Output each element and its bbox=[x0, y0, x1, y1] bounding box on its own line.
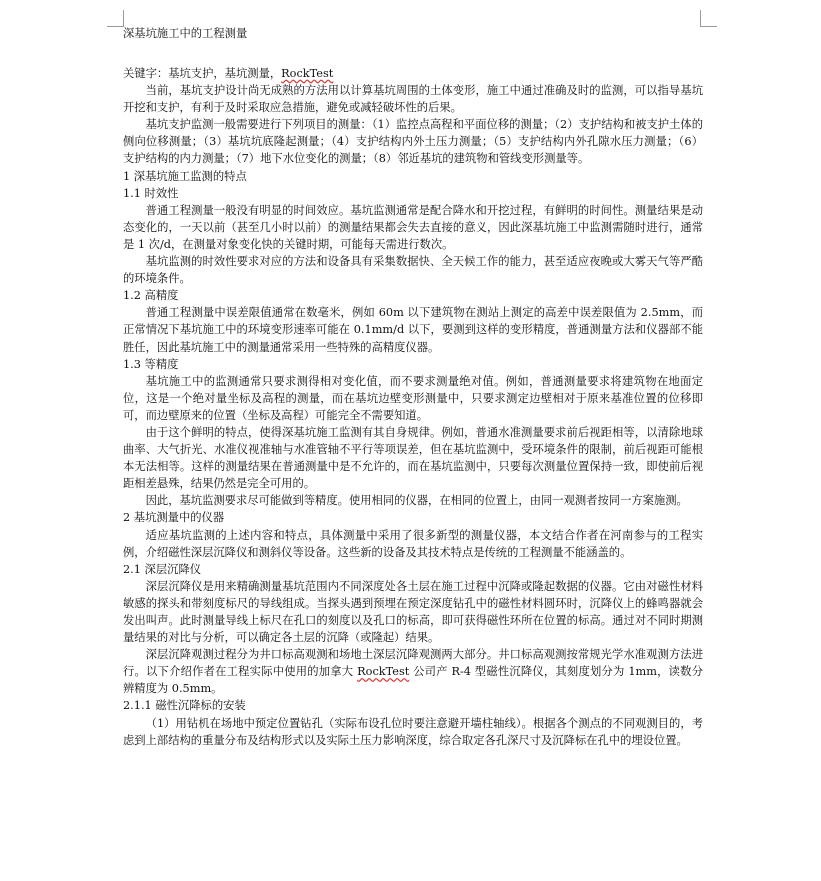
paragraph: 基坑施工中的监测通常只要求测得相对变化值，而不要求测量绝对值。例如，普通测量要求将建筑物在地面定位，这是一个绝对量坐标及高程的测量，而在基坑边壁变形测量中，只要求测定边壁相对于原来基准位置的位移即可，而边壁原来的位置（坐标及高程）可能完全不需要知道。 bbox=[123, 374, 703, 422]
subsection-heading: 1.1 时效性 bbox=[123, 186, 179, 200]
paragraph: 因此，基坑监测要求尽可能做到等精度。使用相同的仪器，在相同的位置上，由同一观测者按同一方案施测。 bbox=[145, 494, 688, 508]
section-heading: 1 深基坑施工监测的特点 bbox=[123, 169, 247, 183]
paragraph-text: 公司产 R-4 型磁性沉降仪，其刻度划分为 1mm，读数分辨精度为 0.5mm。 bbox=[123, 665, 703, 696]
subsection-heading: 1.2 高精度 bbox=[123, 289, 179, 303]
keywords-text: 关键字：基坑支护，基坑测量， bbox=[123, 67, 282, 80]
paragraph: （1）用钻机在场地中预定位置钻孔（实际布设孔位时要注意避开墙柱轴线）。根据各个测点的不同观测目的，考虑到上部结构的重量分布及结构形式以及实际土压力影响深度，综合取定各孔深尺寸及沉降标在孔中的埋设位置。 bbox=[123, 716, 703, 747]
page-corner-mark-left bbox=[107, 10, 124, 27]
paragraph: 普通工程测量中误差限值通常在数毫米，例如 60m 以下建筑物在测站上测定的高差中误差限值为 2.5mm，而正常情况下基坑施工中的环境变形速率可能在 0.1mm/d 以下，要测到这样的变形精度，普通测量方法和仪器部不能胜任，因此基坑施工中的测量通常采用一些特殊的高精度仪器。 bbox=[123, 306, 703, 354]
document-title: 深基坑施工中的工程测量 bbox=[123, 27, 248, 40]
subsection-heading: 1.3 等精度 bbox=[123, 357, 179, 371]
paragraph: 基坑监测的时效性要求对应的方法和设备具有采集数据快、全天候工作的能力，甚至适应夜晚或大雾天气等严酷的环境条件。 bbox=[123, 255, 703, 286]
section-heading: 2 基坑测量中的仪器 bbox=[123, 511, 225, 525]
paragraph: 当前，基坑支护设计尚无成熟的方法用以计算基坑周围的土体变形，施工中通过准确及时的监测，可以指导基坑开挖和支护，有利于及时采取应急措施，避免或减轻破坏性的后果。 bbox=[123, 84, 703, 115]
paragraph: 深层沉降仪是用来精确测量基坑范围内不同深度处各土层在施工过程中沉降或隆起数据的仪器。它由对磁性材料敏感的探头和带刻度标尺的导线组成。当探头遇到预埋在预定深度钻孔中的磁性材料圆环时，沉降仪上的蜂鸣器就会发出叫声。此时测量导线上标尺在孔口的刻度以及孔口的标高，即可获得磁性环所在位置的标高。通过对不同时期测量结果的对比与分析，可以确定各土层的沉降（或隆起）结果。 bbox=[123, 579, 703, 645]
document-body[interactable] bbox=[123, 25, 703, 749]
paragraph: 基坑支护监测一般需要进行下列项目的测量：（1）监控点高程和平面位移的测量；（2）支护结构和被支护土体的侧向位移测量；（3）基坑坑底隆起测量；（4）支护结构内外土压力测量；（5）支护结构内外孔隙水压力测量；（6）支护结构的内力测量；（7）地下水位变化的测量；（8）邻近基坑的建筑物和管线变形测量等。 bbox=[123, 118, 703, 166]
paragraph: 由于这个鲜明的特点，使得深基坑施工监测有其自身规律。例如，普通水准测量要求前后视距相等，以清除地球曲率、大气折光、水准仪视准轴与水准管轴不平行等项误差，但在基坑监测中，受环境条件的限制，前后视距可能根本无法相等。这样的测量结果在普通测量中是不允许的，而在基坑监测中，只要每次测量位置保持一致，即使前后视距相差悬殊，结果仍然是完全可用的。 bbox=[123, 425, 703, 491]
paragraph-text: 深层沉降观测过程分为井口标高观测和场地土深层沉降观测两大部分。井口标高观测按常规光学水准观测方法进行。以下介绍作者在工程实际中使用的加拿大 bbox=[123, 648, 703, 679]
paragraph: 普通工程测量一般没有明显的时间效应。基坑监测通常是配合降水和开挖过程，有鲜明的时间性。测量结果是动态变化的，一天以前（甚至几小时以前）的测量结果都会失去直接的意义，因此深基坑施工中监测需随时进行，通常是 1 次/d，在测量对象变化快的关键时期，可能每天需进行数次。 bbox=[123, 203, 703, 251]
paragraph bbox=[123, 646, 703, 697]
subsubsection-heading: 2.1.1 磁性沉降标的安装 bbox=[123, 699, 246, 713]
subsection-heading: 2.1 深层沉降仪 bbox=[123, 562, 202, 576]
keywords-line bbox=[123, 65, 703, 82]
paragraph: 适应基坑监测的上述内容和特点，具体测量中采用了很多新型的测量仪器，本文结合作者在河南参与的工程实例，介绍磁性深层沉降仪和测斜仪等设备。这些新的设备及其技术特点是传统的工程测量不能涵盖的。 bbox=[123, 528, 703, 559]
keyword-term-rocktest: RockTest bbox=[281, 67, 334, 80]
term-rocktest: RockTest bbox=[357, 665, 410, 679]
